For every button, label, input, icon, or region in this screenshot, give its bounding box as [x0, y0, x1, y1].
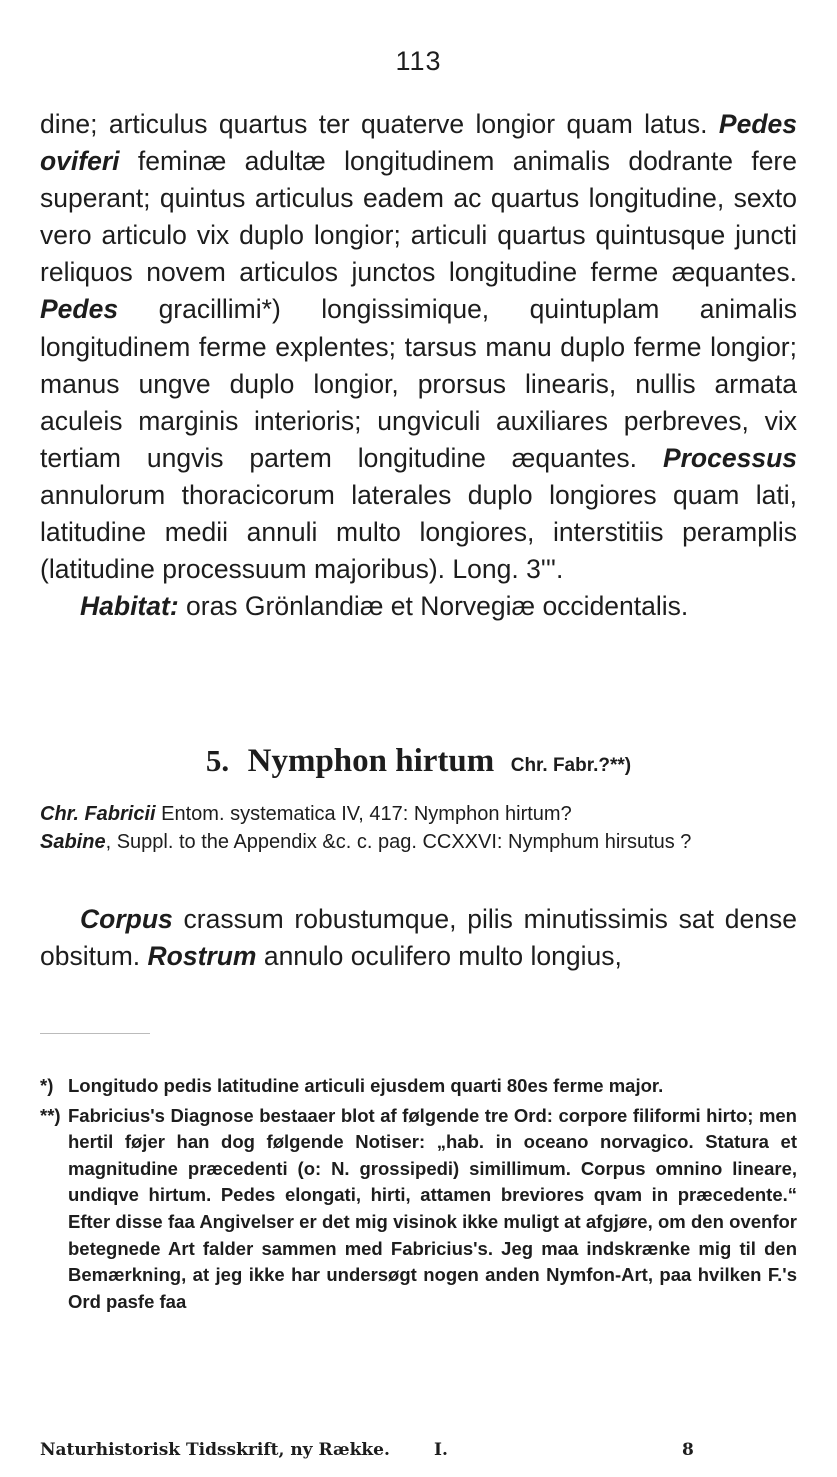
species-title: Nymphon hirtum — [247, 743, 495, 779]
processus-term: Processus — [662, 442, 797, 473]
volume-number: I. — [434, 1440, 448, 1460]
reference-text: Entom. systematica IV, 417: Nymphon hirtum? — [155, 803, 572, 825]
signature-mark: 8 — [682, 1440, 694, 1460]
footnote-marker: *) — [40, 1075, 54, 1096]
page-number: 113 — [395, 46, 442, 76]
species-heading — [40, 741, 797, 787]
reference-author: Sabine — [40, 831, 106, 853]
species-authority: Chr. Fabr.?**) — [510, 755, 632, 776]
main-text-processus: annulorum thoracicorum laterales duplo longiores quam lati, latitudine medii annuli multo longiores, interstitiis peramplis (latitudine processuum majoribus). Long. 3'''. — [40, 479, 797, 585]
reference-text: , Suppl. to the Appendix &c. c. pag. CCXXVI: Nymphum hirsutus ? — [105, 831, 692, 853]
habitat-term: Habitat: — [80, 591, 179, 622]
footnote-text: Fabricius's Diagnose bestaaer blot af følgende tre Ord: corpore filiformi hirto; men hertil føjer han dog følgende Notiser: „hab. in oceano norvagico. Statura et magnitudine præcedenti (o: N. grossipedi) simillimum. Corpus omnino lineare, undiqve hirtum. Pedes elongati, hirti, attamen breviores qvam in præcedente.“ Efter disse faa Angivelser er det mig visinok ikke muligt at afgjøre, om den ovenfor betegnede Art falder sammen med Fabricius's. Jeg maa indskrænke mig til den Bemærkning, at jeg ikke har undersøgt nogen anden Nymfon-Art, paa hvilken F.'s Ord pasfe faa — [68, 1104, 797, 1312]
reference-sabine — [40, 828, 797, 856]
footnote-1 — [40, 1073, 797, 1100]
main-text-pedes: gracillimi*) longissimique, quintuplam animalis longitudinem ferme explentes; tarsus manu duplo ferme longior; manus ungve duplo longior, prorsus linearis, nullis armata aculeis marginis interioris; ungviculi auxiliares perbreves, vix tertiam ungvis partem longitudine æquantes. — [40, 294, 797, 473]
footnote-2 — [40, 1103, 797, 1316]
main-paragraph — [40, 106, 797, 625]
main-text-pedes-oviferi: feminæ adultæ longitudinem animalis dodrante fere superant; quintus articulus eadem ac quartus longitudine, sexto vero articulo vix duplo longior; articuli quartus quintusque juncti reliquos novem articulos junctos longitudine ferme æquantes. — [40, 146, 797, 288]
pedes-oviferi-term: Pedes oviferi — [40, 109, 797, 177]
footnotes — [40, 1073, 797, 1318]
footnote-text: Longitudo pedis latitudine articuli ejusdem quarti 80es ferme major. — [68, 1075, 664, 1096]
rostrum-text: annulo oculifero multo longius, — [256, 941, 622, 972]
reference-fabricius — [40, 800, 797, 828]
habitat-text: oras Grönlandiæ et Norvegiæ occidentalis. — [178, 591, 689, 622]
species-number: 5. — [205, 743, 230, 778]
running-footer — [40, 1440, 760, 1460]
pedes-term: Pedes — [40, 294, 119, 325]
rostrum-term: Rostrum — [147, 941, 257, 972]
reference-list — [40, 800, 797, 856]
corpus-text: crassum robustumque, pilis minutissimis sat dense obsitum. — [40, 904, 797, 972]
corpus-paragraph — [40, 901, 797, 976]
reference-author: Chr. Fabricii — [40, 803, 156, 825]
footnote-divider — [40, 1033, 150, 1034]
journal-title: Naturhistorisk Tidsskrift, ny Række. — [40, 1440, 390, 1460]
footnote-marker: **) — [40, 1104, 61, 1126]
main-text-line1: dine; articulus quartus ter quaterve longior quam latus. — [40, 109, 708, 139]
corpus-term: Corpus — [80, 904, 173, 934]
